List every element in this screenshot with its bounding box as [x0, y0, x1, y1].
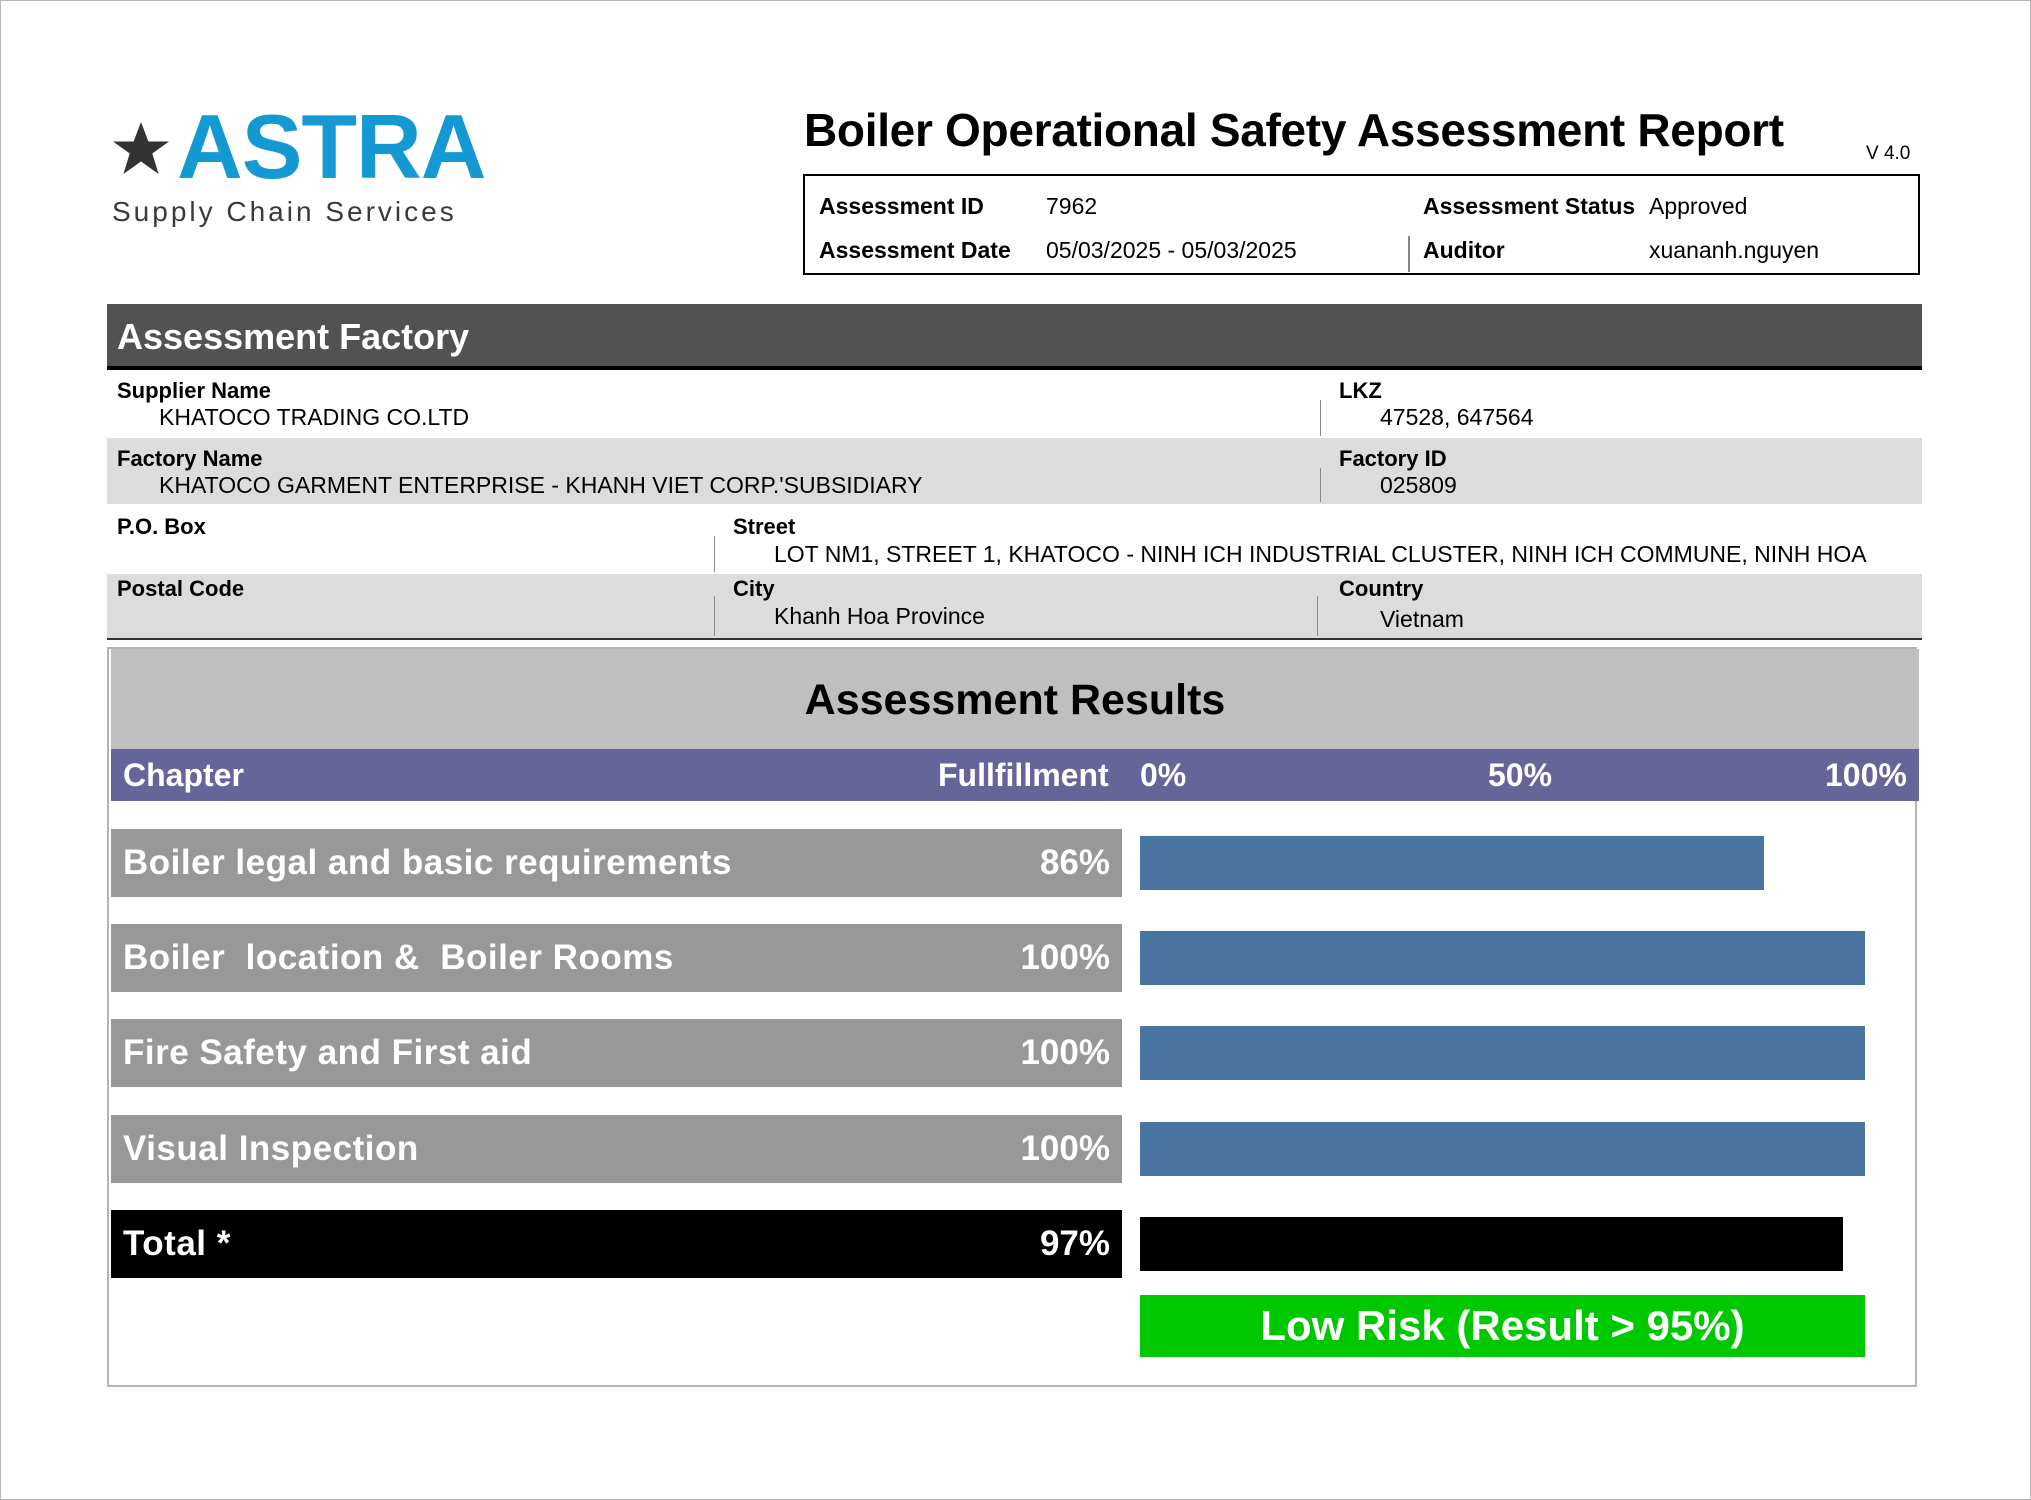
assessment-info-box	[803, 174, 1920, 275]
scale-tick-100: 100%	[1825, 757, 1907, 793]
chapter-row	[111, 829, 1122, 897]
supplier-name-value: KHATOCO TRADING CO.LTD	[159, 404, 470, 430]
chapter-percent: 100%	[1020, 938, 1110, 977]
logo-tagline: Supply Chain Services	[112, 196, 457, 227]
chapter-name: Fire Safety and First aid	[123, 1033, 533, 1072]
location-row	[107, 574, 1922, 638]
total-bar	[1140, 1217, 1843, 1271]
factory-section-title: Assessment Factory	[117, 316, 470, 357]
lkz-value: 47528, 647564	[1380, 404, 1534, 430]
assessment-id-value: 7962	[1046, 193, 1098, 219]
total-label: Total *	[123, 1224, 231, 1263]
chapter-percent: 86%	[1039, 843, 1110, 882]
total-row	[111, 1210, 1122, 1278]
chapter-percent: 100%	[1020, 1033, 1110, 1072]
country-label: Country	[1339, 576, 1424, 601]
factory-name-label: Factory Name	[117, 446, 263, 471]
results-banner	[111, 649, 1919, 749]
auditor-label: Auditor	[1423, 237, 1505, 263]
supplier-row	[107, 370, 1922, 438]
total-percent: 97%	[1039, 1224, 1110, 1263]
city-value: Khanh Hoa Province	[774, 603, 985, 629]
street-label: Street	[733, 514, 796, 539]
results-title: Assessment Results	[804, 676, 1226, 724]
factory-section-header	[107, 304, 1922, 370]
supplier-name-label: Supplier Name	[117, 378, 272, 403]
info-divider	[1408, 236, 1410, 272]
chapter-row	[111, 924, 1122, 992]
factory-id-label: Factory ID	[1339, 446, 1447, 471]
fulfillment-bar	[1140, 931, 1865, 985]
chapter-column-header: Chapter	[123, 757, 244, 793]
chapter-name: Boiler location & Boiler Rooms	[123, 938, 674, 977]
chapter-row	[111, 1115, 1122, 1183]
column-divider	[1317, 596, 1318, 636]
auditor-value: xuananh.nguyen	[1649, 237, 1820, 263]
report-version: V 4.0	[1866, 143, 1911, 164]
assessment-status-label: Assessment Status	[1423, 193, 1636, 219]
fulfillment-bar	[1140, 1122, 1865, 1176]
chapter-name: Boiler legal and basic requirements	[123, 843, 732, 882]
assessment-date-value: 05/03/2025 - 05/03/2025	[1046, 237, 1297, 263]
chapter-name: Visual Inspection	[123, 1129, 419, 1168]
column-divider	[1320, 468, 1321, 502]
factory-name-value: KHATOCO GARMENT ENTERPRISE - KHANH VIET CORP.'SUBSIDIARY	[159, 472, 923, 498]
address-row	[107, 504, 1922, 574]
fulfillment-column-header: Fullfillment	[938, 757, 1109, 793]
column-divider	[714, 536, 715, 572]
lkz-label: LKZ	[1339, 378, 1382, 403]
scale-tick-0: 0%	[1140, 757, 1187, 793]
column-divider	[714, 596, 715, 636]
chapter-row	[111, 1019, 1122, 1087]
street-value: LOT NM1, STREET 1, KHATOCO - NINH ICH INDUSTRIAL CLUSTER, NINH ICH COMMUNE, NINH HOA	[774, 541, 1867, 567]
report-title: Boiler Operational Safety Assessment Report	[804, 104, 1784, 156]
factory-id-value: 025809	[1380, 472, 1457, 498]
star-icon	[111, 122, 171, 179]
factory-bottom-rule	[107, 638, 1922, 640]
scale-tick-50: 50%	[1488, 757, 1553, 793]
column-divider	[1320, 400, 1321, 436]
country-value: Vietnam	[1380, 606, 1464, 632]
astra-logo	[111, 97, 501, 233]
factory-row	[107, 438, 1922, 504]
fulfillment-bar	[1140, 836, 1764, 890]
assessment-status-value: Approved	[1649, 193, 1748, 219]
results-header-row	[111, 749, 1919, 801]
chapter-percent: 100%	[1020, 1129, 1110, 1168]
postal-code-label: Postal Code	[117, 576, 245, 601]
assessment-date-label: Assessment Date	[819, 237, 1011, 263]
fulfillment-bar	[1140, 1026, 1865, 1080]
po-box-label: P.O. Box	[117, 514, 206, 539]
assessment-id-label: Assessment ID	[819, 193, 984, 219]
risk-level-badge: Low Risk (Result > 95%)	[1140, 1295, 1865, 1357]
city-label: City	[733, 576, 775, 601]
logo-brand: ASTRA	[177, 97, 486, 198]
